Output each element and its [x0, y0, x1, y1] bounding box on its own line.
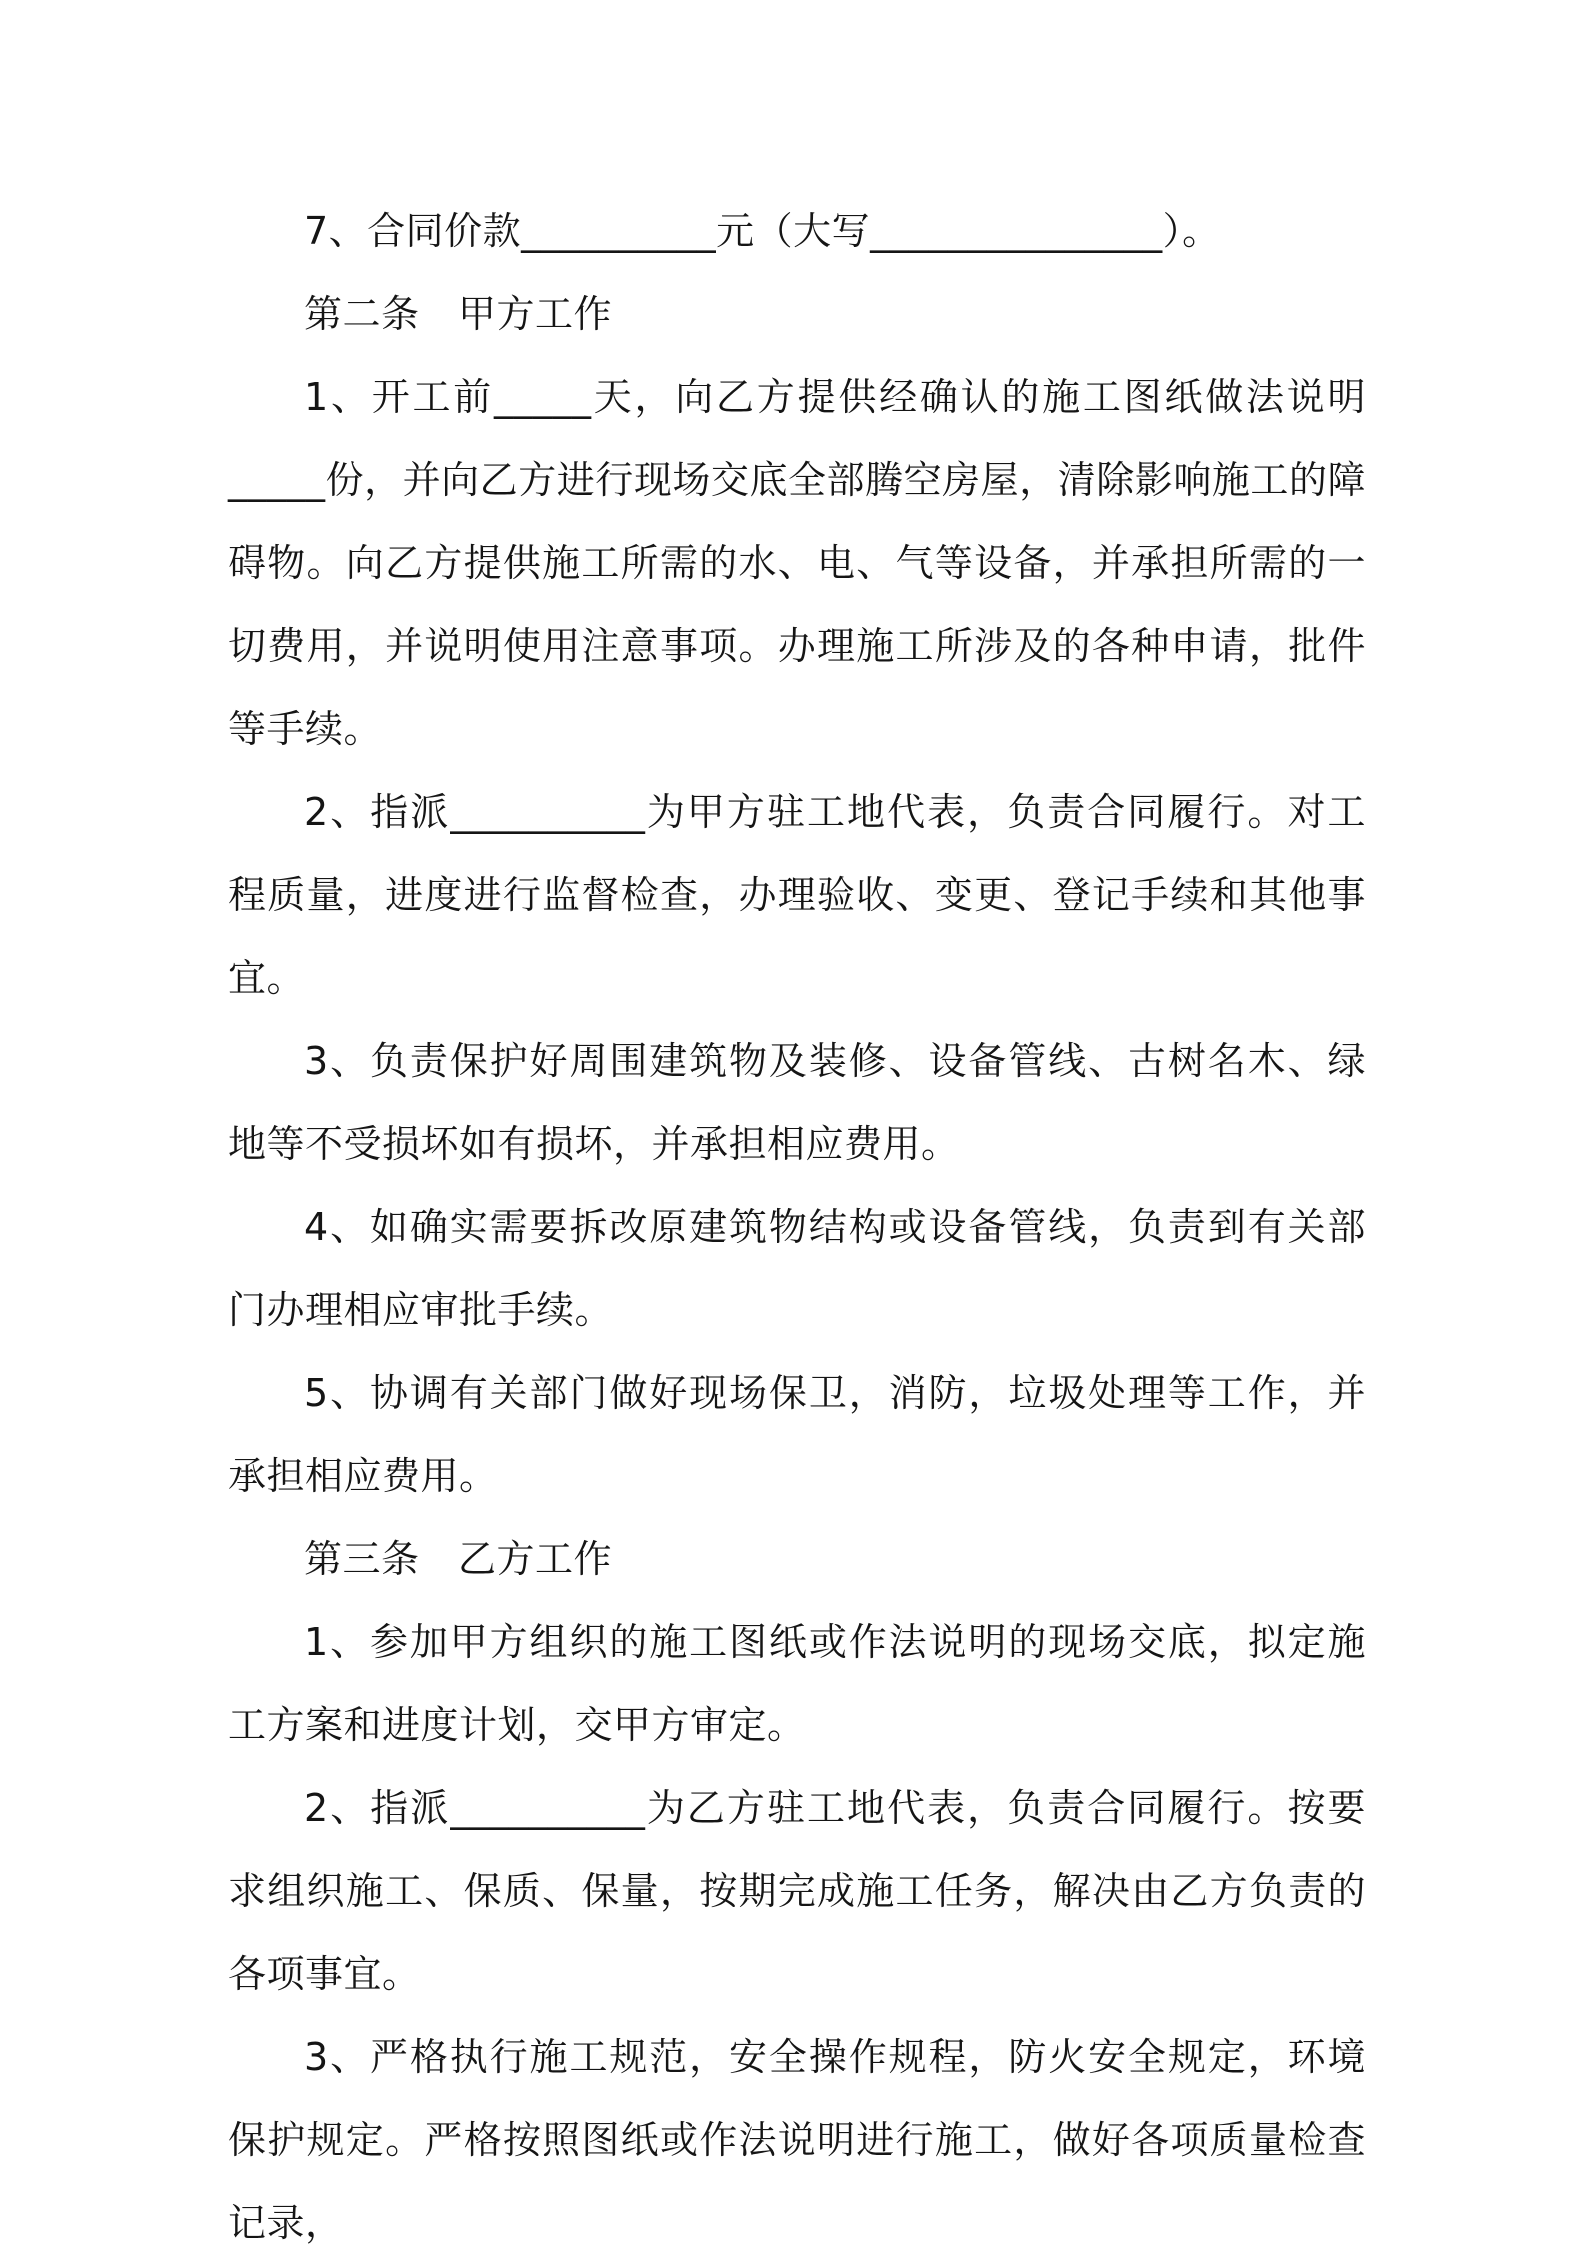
party-b-duty-1: 1、参加甲方组织的施工图纸或作法说明的现场交底，拟定施工方案和进度计划，交甲方审定。 — [228, 1620, 1366, 1747]
party-a-duty-4: 4、如确实需要拆改原建筑物结构或设备管线，负责到有关部门办理相应审批手续。 — [228, 1205, 1366, 1332]
article-two-heading: 第二条 甲方工作 — [304, 292, 613, 336]
contract-body — [228, 190, 1366, 2265]
party-b-duty-2: 2、指派__________为乙方驻工地代表，负责合同履行。按要求组织施工、保质、保量，按期完成施工任务，解决由乙方负责的各项事宜。 — [228, 1786, 1366, 1996]
clause-contract-price: 7、合同价款__________元（大写_______________）。 — [304, 209, 1221, 253]
party-a-duty-5: 5、协调有关部门做好现场保卫，消防，垃圾处理等工作，并承担相应费用。 — [228, 1371, 1366, 1498]
party-a-duty-3: 3、负责保护好周围建筑物及装修、设备管线、古树名木、绿地等不受损坏如有损坏，并承担相应费用。 — [228, 1039, 1366, 1166]
party-b-duty-3: 3、严格执行施工规范，安全操作规程，防火安全规定，环境保护规定。严格按照图纸或作法说明进行施工，做好各项质量检查记录， — [228, 2035, 1366, 2245]
article-three-heading: 第三条 乙方工作 — [304, 1537, 613, 1581]
party-a-duty-2: 2、指派__________为甲方驻工地代表，负责合同履行。对工程质量，进度进行监督检查，办理验收、变更、登记手续和其他事宜。 — [228, 790, 1366, 1000]
party-a-duty-1: 1、开工前_____天，向乙方提供经确认的施工图纸做法说明_____份，并向乙方进行现场交底全部腾空房屋，清除影响施工的障碍物。向乙方提供施工所需的水、电、气等设备，并承担所需的一切费用，并说明使用注意事项。办理施工所涉及的各种申请，批件等手续。 — [228, 375, 1366, 751]
